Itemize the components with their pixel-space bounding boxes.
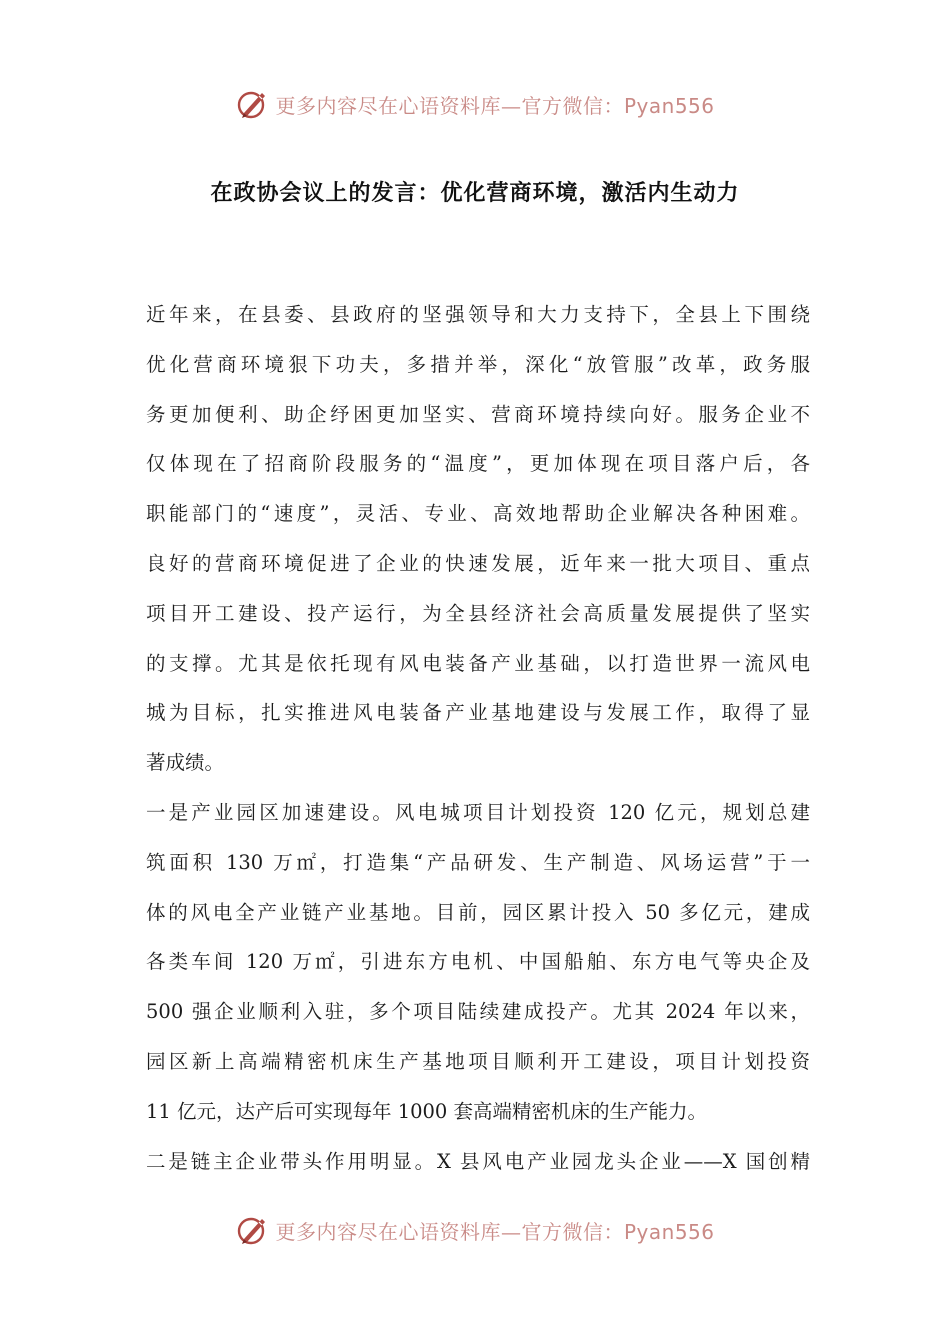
pen-logo-icon [235, 1213, 269, 1247]
text-line: 的支撑。尤其是依托现有风电装备产业基础，以打造世界一流风电 [146, 651, 810, 675]
document-body [146, 290, 810, 1186]
text-line: 职能部门的“速度”，灵活、专业、高效地帮助企业解决各种困难。 [146, 502, 810, 526]
watermark-wechat-id: Pyan556 [623, 1219, 715, 1244]
watermark-text: 更多内容尽在心语资料库—官方微信： [275, 93, 624, 118]
text-line: 各类车间 120 万㎡，引进东方电机、中国船舶、东方电气等央企及 [146, 950, 810, 974]
text-line: 优化营商环境狠下功夫，多措并举，深化“放管服”改革，政务服 [146, 352, 810, 376]
text-line: 务更加便利、助企纾困更加坚实、营商环境持续向好。服务企业不 [146, 402, 810, 426]
text-line: 筑面积 130 万㎡，打造集“产品研发、生产制造、风场运营”于一 [146, 850, 810, 874]
watermark-header [0, 84, 950, 124]
text-line: 体的风电全产业链产业基地。目前，园区累计投入 50 多亿元，建成 [146, 900, 810, 924]
watermark-text: 更多内容尽在心语资料库—官方微信： [275, 1219, 624, 1244]
text-line: 园区新上高端精密机床生产基地项目顺利开工建设，项目计划投资 [146, 1049, 810, 1073]
watermark-wechat-id: Pyan556 [623, 93, 715, 118]
text-line: 仅体现在了招商阶段服务的“温度”，更加体现在项目落户后，各 [146, 452, 810, 476]
text-line: 城为目标，扎实推进风电装备产业基地建设与发展工作，取得了显 [146, 701, 810, 725]
text-line: 著成绩。 [146, 751, 225, 775]
text-line: 近年来，在县委、县政府的坚强领导和大力支持下，全县上下围绕 [146, 303, 810, 326]
pen-logo-icon [235, 87, 269, 121]
document-title: 在政协会议上的发言：优化营商环境，激活内生动力 [210, 181, 740, 206]
text-line: 项目开工建设、投产运行，为全县经济社会高质量发展提供了坚实 [146, 601, 810, 625]
text-line: 11 亿元，达产后可实现每年 1000 套高端精密机床的生产能力。 [146, 1099, 708, 1123]
watermark-footer [0, 1210, 950, 1250]
text-line: 一是产业园区加速建设。风电城项目计划投资 120 亿元，规划总建 [146, 800, 810, 824]
text-line: 良好的营商环境促进了企业的快速发展，近年来一批大项目、重点 [146, 551, 810, 575]
text-line: 500 强企业顺利入驻，多个项目陆续建成投产。尤其 2024 年以来， [146, 1000, 810, 1024]
text-line: 二是链主企业带头作用明显。X 县风电产业园龙头企业——X 国创精 [146, 1149, 810, 1173]
